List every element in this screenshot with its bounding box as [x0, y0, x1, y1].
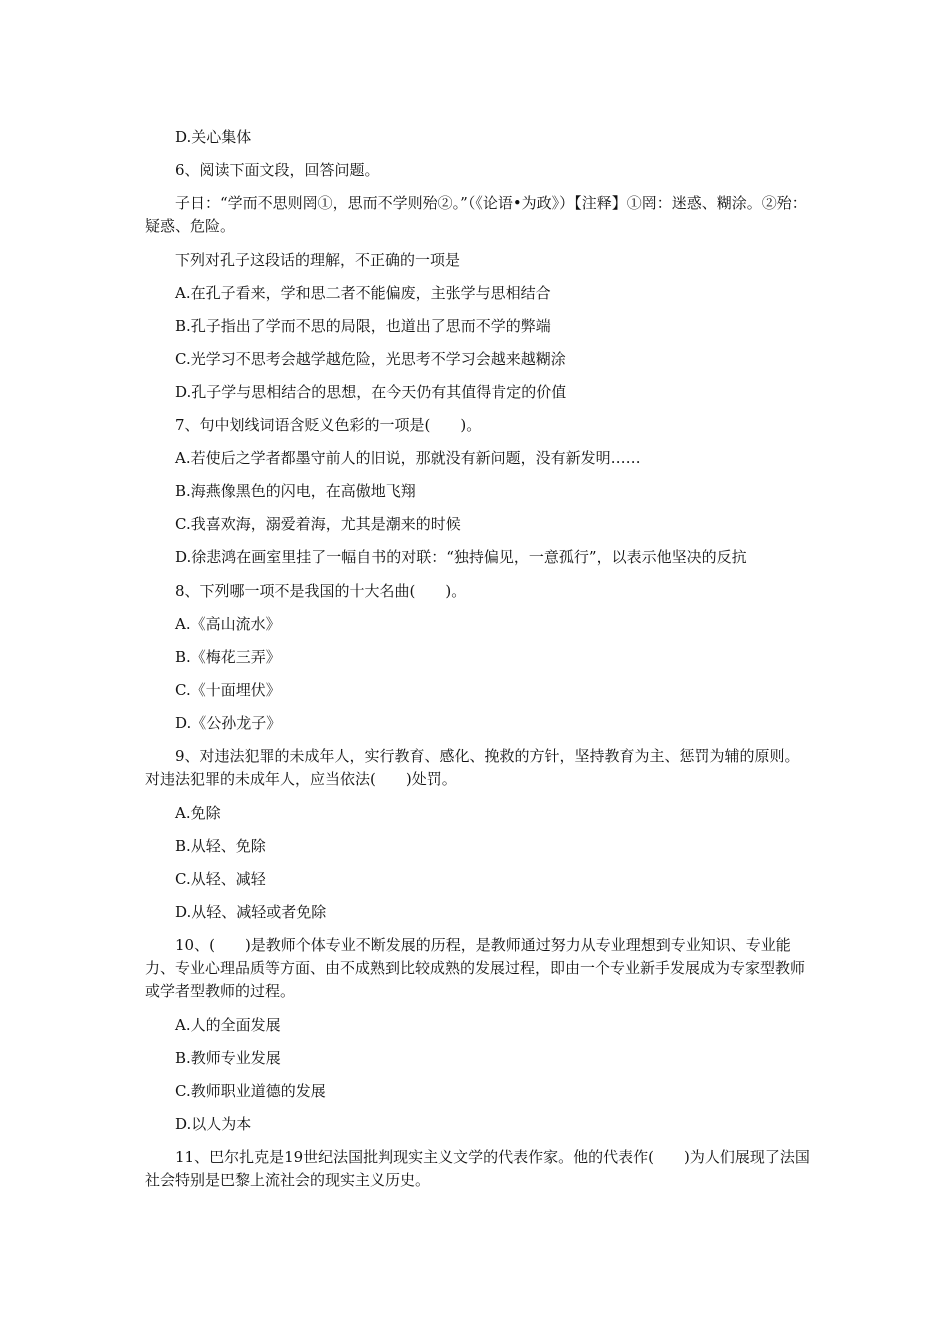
question-8: 8、下列哪一项不是我国的十大名曲( )。 — [175, 582, 467, 600]
option-6a: A.在孔子看来，学和思二者不能偏废，主张学与思相结合 — [175, 284, 551, 302]
document-page — [145, 126, 810, 1192]
question-6: 6、阅读下面文段，回答问题。 — [175, 161, 380, 179]
option-9b: B.从轻、免除 — [175, 837, 266, 855]
question-10: 10、( )是教师个体专业不断发展的历程，是教师通过努力从专业理想到专业知识、专业能力、专业心理品质等方面、由不成熟到比较成熟的发展过程，即由一个专业新手发展成为专家型教师或学者型教师的过程。 — [145, 936, 806, 1000]
option-7c: C.我喜欢海，溺爱着海，尤其是潮来的时候 — [175, 515, 461, 533]
question-7: 7、句中划线词语含贬义色彩的一项是( )。 — [175, 416, 482, 434]
option-5d: D.关心集体 — [175, 128, 252, 146]
option-7b: B.海燕像黑色的闪电，在高傲地飞翔 — [175, 482, 416, 500]
option-6d: D.孔子学与思相结合的思想，在今天仍有其值得肯定的价值 — [175, 383, 567, 401]
option-8b: B.《梅花三弄》 — [175, 648, 281, 666]
option-8d: D.《公孙龙子》 — [175, 714, 282, 732]
question-6-prompt: 下列对孔子这段话的理解，不正确的一项是 — [175, 251, 461, 269]
option-7d: D.徐悲鸿在画室里挂了一幅自书的对联：“独持偏见，一意孤行”，以表示他坚决的反抗 — [175, 548, 747, 566]
option-9c: C.从轻、减轻 — [175, 870, 266, 888]
option-6b: B.孔子指出了学而不思的局限，也道出了思而不学的弊端 — [175, 317, 551, 335]
option-10a: A.人的全面发展 — [175, 1016, 281, 1034]
question-6-passage: 子日：“学而不思则罔①，思而不学则殆②。”（《论语•为政》）【注释】①罔：迷惑、糊涂。②殆：疑惑、危险。 — [145, 194, 807, 235]
option-8c: C.《十面埋伏》 — [175, 681, 281, 699]
option-10c: C.教师职业道德的发展 — [175, 1082, 326, 1100]
option-8a: A.《高山流水》 — [175, 615, 281, 633]
option-6c: C.光学习不思考会越学越危险，光思考不学习会越来越糊涂 — [175, 350, 566, 368]
option-10b: B.教师专业发展 — [175, 1049, 281, 1067]
question-11: 11、巴尔扎克是19世纪法国批判现实主义文学的代表作家。他的代表作( )为人们展现了法国社会特别是巴黎上流社会的现实主义历史。 — [145, 1148, 810, 1189]
option-10d: D.以人为本 — [175, 1115, 252, 1133]
option-7a: A.若使后之学者都墨守前人的旧说，那就没有新问题，没有新发明…… — [175, 449, 641, 467]
option-9d: D.从轻、减轻或者免除 — [175, 903, 327, 921]
option-9a: A.免除 — [175, 804, 221, 822]
question-9: 9、对违法犯罪的未成年人，实行教育、感化、挽救的方针，坚持教育为主、惩罚为辅的原则。对违法犯罪的未成年人，应当依法( )处罚。 — [145, 747, 800, 788]
